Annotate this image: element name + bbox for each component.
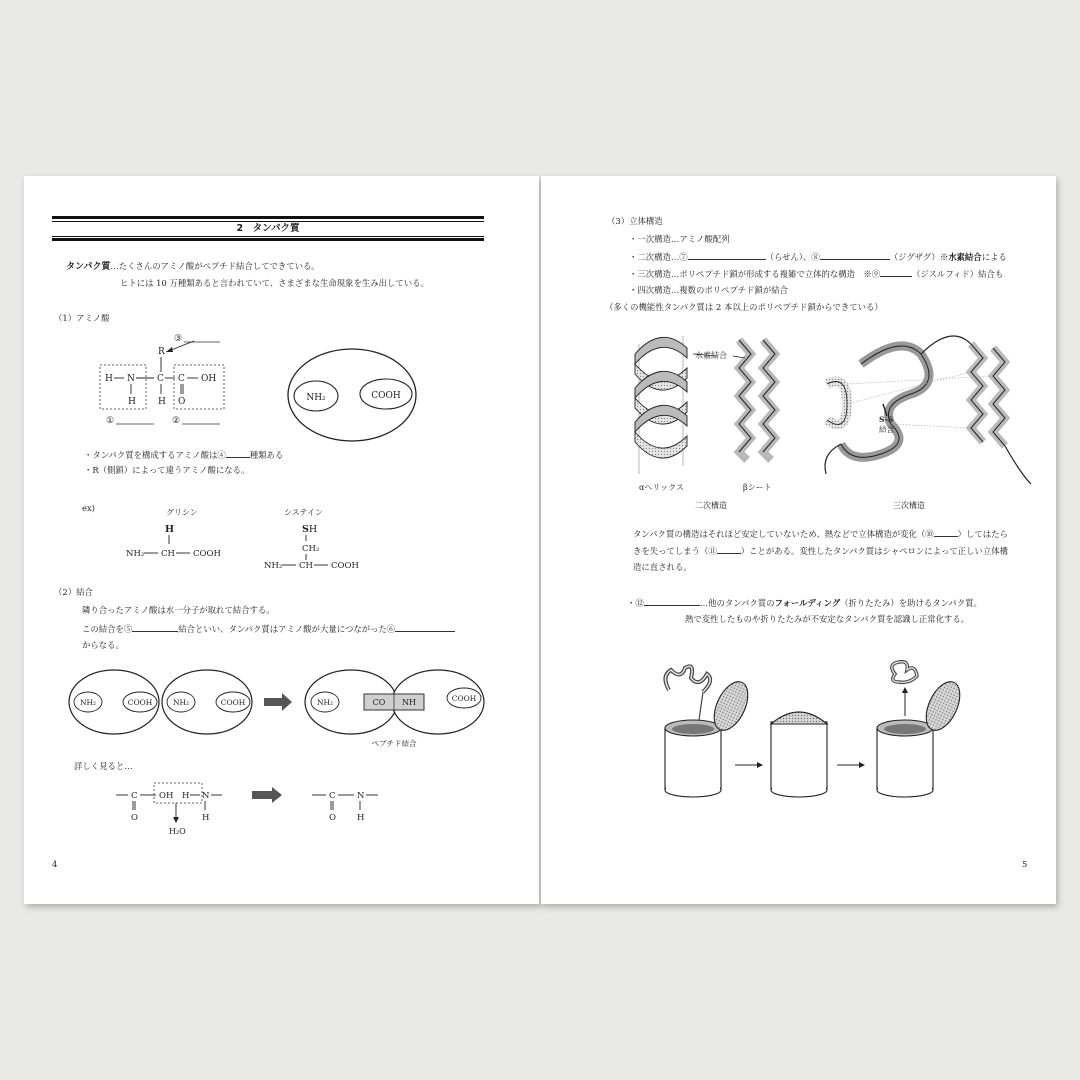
- amino-group-box: [100, 365, 146, 409]
- left-page: [24, 176, 539, 904]
- formula-c-right: C: [178, 374, 185, 384]
- detail-h2o: H₂O: [169, 827, 186, 836]
- ss-bond-label-1: S-S: [879, 415, 894, 424]
- oval-a-cooh: COOH: [127, 698, 153, 707]
- detail-h-1: H: [182, 791, 190, 801]
- ss-bond-label-2: 結合: [879, 425, 894, 434]
- alpha-helix-label: αヘリックス: [639, 483, 685, 492]
- formula-oh: OH: [201, 374, 217, 384]
- chaperone-line-1: ・⑫ …他のタンパク質のフォールディング（折りたたみ）を助けるタンパク質。: [627, 598, 982, 608]
- example-label: ex): [82, 503, 95, 513]
- detail-oh: OH: [159, 791, 174, 801]
- barrel-open-1: [665, 666, 755, 797]
- tertiary-structure-label: 三次構造: [893, 501, 925, 510]
- detail-c-1: C: [131, 791, 138, 801]
- formula-h-below-n: H: [128, 397, 136, 407]
- formula-n: N: [127, 374, 135, 384]
- formula-r: R: [158, 347, 165, 357]
- header-rule-bottom: [52, 238, 484, 241]
- right-page: [541, 176, 1056, 904]
- detail-arrow: [252, 787, 282, 803]
- blank-1-label: ①: [106, 416, 115, 426]
- amino-acid-oval-diagram: [282, 344, 422, 444]
- peptide-bond-diagram: [68, 664, 488, 754]
- hydrogen-bond-label: 水素結合: [695, 351, 727, 360]
- bond-line-3: からなる。: [82, 640, 124, 650]
- oval-a-nh2: NH₂: [79, 698, 97, 707]
- formula-h-below-c: H: [158, 397, 166, 407]
- cysteine-sh-s: S: [302, 524, 309, 535]
- formula-o-below: O: [178, 397, 186, 407]
- cysteine-sh: [302, 524, 317, 535]
- detail-label: 詳しく見ると…: [74, 761, 133, 771]
- oval-b-cooh: COOH: [220, 698, 246, 707]
- oval-c-nh2: NH₂: [316, 698, 334, 707]
- glycine-cooh: COOH: [193, 549, 221, 559]
- amino-acid-formula: [94, 328, 254, 428]
- cysteine-ch: CH: [299, 561, 313, 571]
- section-1-heading: （1）アミノ酸: [54, 313, 110, 323]
- structure-note: （多くの機能性タンパク質は 2 本以上のポリペプチド鎖からできている）: [605, 302, 883, 312]
- glycine-ch: CH: [161, 549, 175, 559]
- blank-2-label: ②: [172, 416, 181, 426]
- bullet-side-chain: ・R（側鎖）によって違うアミノ酸になる。: [84, 465, 250, 475]
- header-rule-top: [52, 216, 484, 219]
- page-number-left: 4: [52, 859, 58, 869]
- beta-sheet-label: βシート: [743, 483, 772, 492]
- page-number-right: 5: [1022, 859, 1028, 869]
- folding-term: フォールディング: [774, 598, 841, 608]
- alpha-helix-drawing: [635, 336, 687, 474]
- peptide-bond-label: ペプチド結合: [371, 739, 417, 748]
- condensation-detail: [116, 780, 416, 850]
- bond-line-1: 隣り合ったアミノ酸は水一分子が取れて結合する。: [82, 605, 275, 615]
- tertiary-structure-drawing: [825, 336, 1031, 484]
- detail-h-2: H: [202, 813, 210, 823]
- hydrogen-bond-term: 水素結合: [948, 252, 982, 262]
- structure-item-4: ・四次構造…複数のポリペプチド鎖が結合: [629, 285, 788, 295]
- detail-c-2: C: [329, 791, 336, 801]
- cysteine-cooh: COOH: [331, 561, 359, 571]
- blank-3-label: ③: [174, 334, 183, 344]
- formula-c-center: C: [157, 374, 164, 384]
- detail-o-2: O: [329, 813, 336, 823]
- cysteine-ch2: CH₂: [302, 544, 320, 554]
- glycine-name: グリシン: [166, 508, 198, 517]
- detail-n-1: N: [202, 791, 210, 801]
- formula-h-left: H: [105, 374, 113, 384]
- glycine-nh2: NH₂: [126, 549, 145, 559]
- structure-item-2: ・二次構造…⑦ （らせん）、⑧ （ジグザグ）※水素結合による: [629, 252, 1007, 262]
- oval-b-nh2: NH₂: [172, 698, 190, 707]
- stability-para-3: 造に直される。: [633, 562, 692, 572]
- glycine-structure: [122, 506, 252, 566]
- secondary-structure-label: 二次構造: [695, 501, 727, 510]
- intro-term: タンパク質: [66, 262, 111, 272]
- detail-o-1: O: [131, 813, 138, 823]
- intro-line-2: ヒトには 10 万種類あると言われていて、さまざまな生命現象を生み出している。: [120, 278, 429, 288]
- reaction-arrow: [264, 693, 292, 711]
- barrel-open-2: [877, 662, 967, 797]
- stability-para-2: きを失ってしまう（⑪ ）ことがある。変性したタンパク質はシャペロンによって正しい立体構: [633, 546, 1008, 556]
- bullet-amino-count: ・タンパク質を構成するアミノ酸は④ 種類ある: [84, 450, 284, 460]
- header-rule-bottom-thin: [52, 236, 484, 237]
- cysteine-structure: [262, 506, 402, 578]
- intro-line-1: タンパク質…たくさんのアミノ酸がペプチド結合してできている。: [66, 261, 320, 272]
- peptide-co: CO: [372, 698, 386, 707]
- page-title: 2 タンパク質: [236, 223, 300, 234]
- detail-n-2: N: [357, 791, 365, 801]
- peptide-nh: NH: [402, 698, 416, 707]
- oval-nh2: NH₂: [306, 393, 326, 403]
- cysteine-name: システイン: [284, 508, 324, 517]
- cysteine-sh-h: H: [308, 524, 318, 535]
- glycine-side-h: H: [165, 524, 174, 535]
- oval-c-cooh: COOH: [451, 694, 477, 703]
- oval-cooh: COOH: [371, 391, 401, 401]
- protein-structure-figure: [621, 324, 1041, 514]
- cysteine-nh2: NH₂: [264, 561, 283, 571]
- structure-item-1: ・一次構造…アミノ酸配列: [629, 234, 730, 244]
- detail-h-3: H: [357, 813, 365, 823]
- section-3-heading: （3）立体構造: [607, 216, 663, 226]
- chaperone-line-2: 熱で変性したものや折りたたみが不安定なタンパク質を認識し正常化する。: [685, 614, 970, 624]
- stability-para-1: タンパク質の構造はそれほど安定していないため、熱などで立体構造が変化（⑩ ）してはたら: [633, 529, 1008, 539]
- section-2-heading: （2）結合: [54, 587, 93, 597]
- structure-item-3: ・三次構造…ポリペプチド鎖が形成する複雑で立体的な構造 ※⑨ （ジスルフィド）結合も: [629, 269, 1004, 279]
- barrel-closed: [771, 712, 827, 797]
- chaperone-illustration: [659, 660, 959, 810]
- bond-line-2: この結合を⑤ 結合といい、タンパク質はアミノ酸が大量につながった⑥: [82, 622, 455, 635]
